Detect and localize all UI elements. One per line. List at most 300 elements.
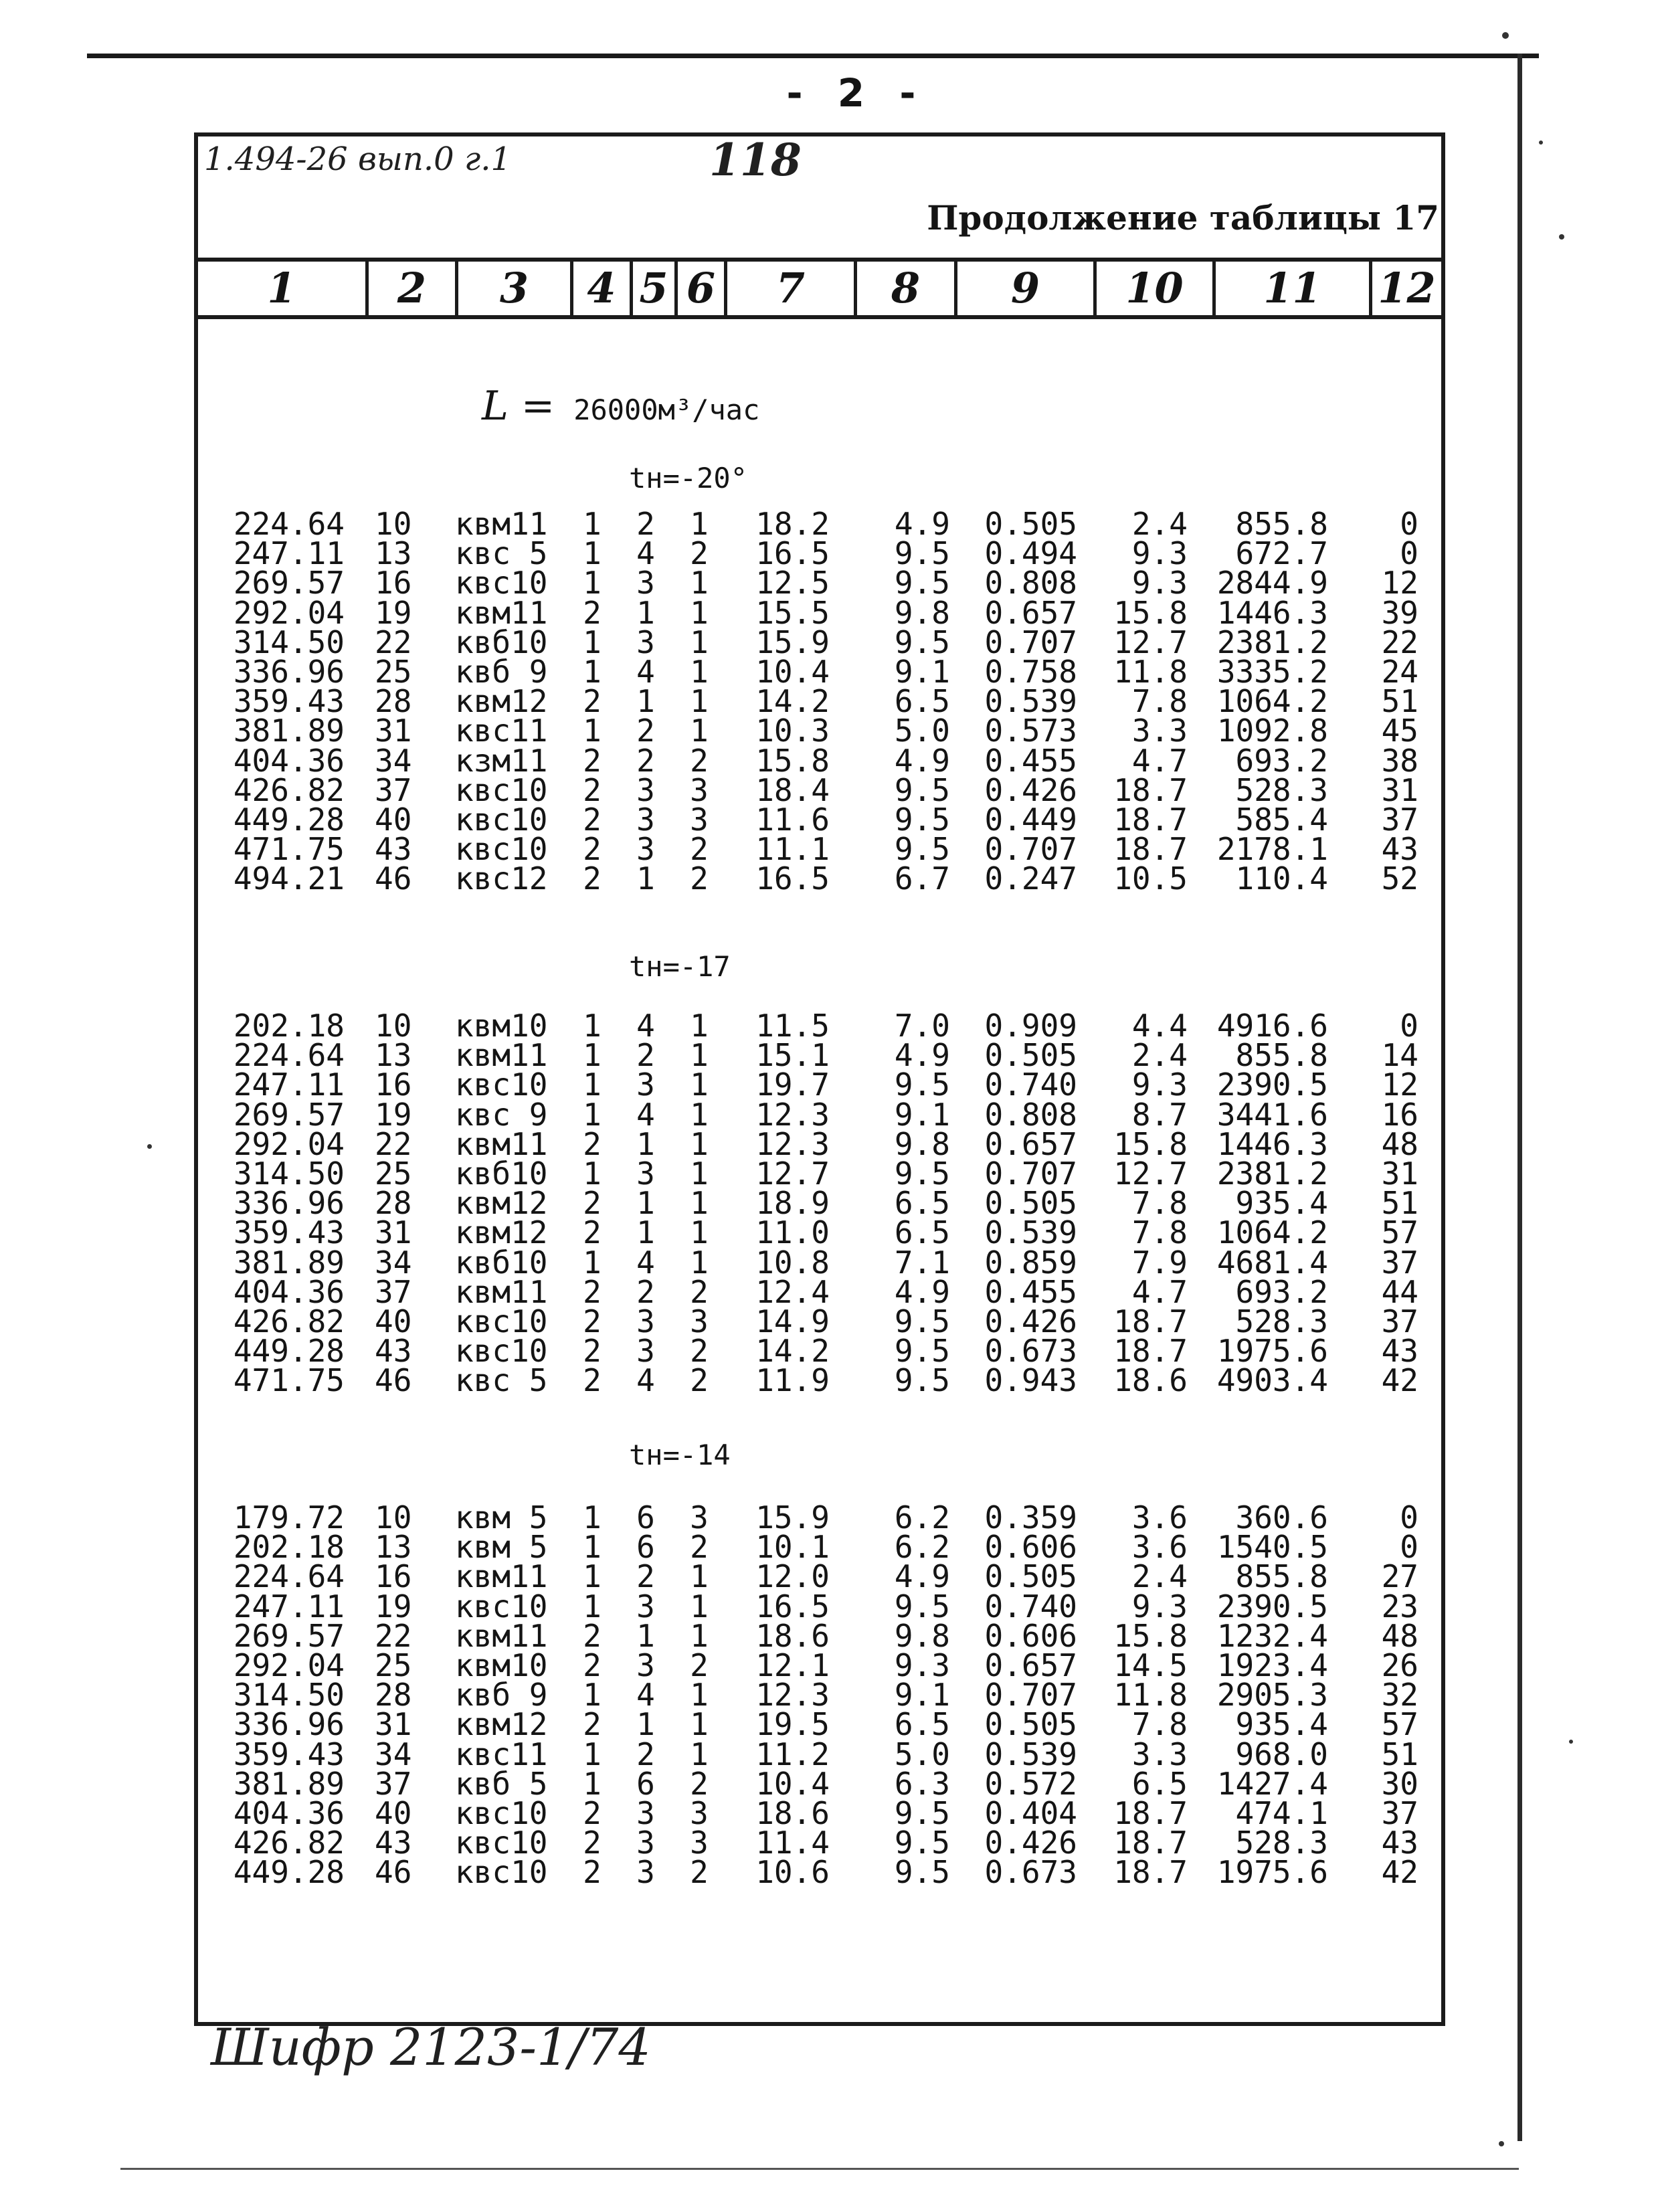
table-cell: 1 xyxy=(690,1037,709,1074)
table-cell: 449.28 xyxy=(233,1333,345,1370)
table-cell: 3.6 xyxy=(1131,1529,1188,1566)
table-cell: 935.4 xyxy=(1235,1706,1328,1743)
table-cell: 11.8 xyxy=(1113,1677,1188,1714)
table-cell: 0.859 xyxy=(984,1244,1077,1281)
table-cell: 10 xyxy=(375,1499,412,1536)
table-cell: 16.5 xyxy=(755,535,830,572)
table-cell: 15.9 xyxy=(755,624,830,660)
table-cell: 7.8 xyxy=(1131,683,1188,720)
table-cell: 14.9 xyxy=(755,1303,830,1340)
table-cell: 1 xyxy=(690,1706,709,1743)
table-cell: квм12 xyxy=(455,683,548,720)
table-cell: 2390.5 xyxy=(1216,1588,1328,1625)
table-cell: квс10 xyxy=(455,1588,548,1625)
table-cell: 4.9 xyxy=(894,506,950,542)
table-cell: 2 xyxy=(636,742,655,779)
table-cell: 9.5 xyxy=(894,1333,950,1370)
table-cell: 4.7 xyxy=(1131,742,1188,779)
table-cell: 31 xyxy=(1381,771,1418,808)
table-cell: 12.1 xyxy=(755,1647,830,1683)
table-cell: 2 xyxy=(583,1214,602,1251)
table-cell: 11.5 xyxy=(755,1008,830,1044)
table-cell: 0.707 xyxy=(984,1677,1077,1714)
table-cell: 9.8 xyxy=(894,1125,950,1162)
table-cell: 6.3 xyxy=(894,1765,950,1802)
column-header-11: 11 xyxy=(1212,262,1369,315)
table-cell: 2905.3 xyxy=(1216,1677,1328,1714)
table-cell: 46 xyxy=(375,860,412,897)
table-cell: 45 xyxy=(1381,713,1418,749)
table-cell: 314.50 xyxy=(233,624,345,660)
table-cell: 0.808 xyxy=(984,1096,1077,1133)
table-cell: 2 xyxy=(690,1529,709,1566)
table-cell: квм 5 xyxy=(455,1529,548,1566)
table-cell: 855.8 xyxy=(1235,1037,1328,1074)
table-cell: 1 xyxy=(690,1736,709,1772)
table-cell: 31 xyxy=(375,1706,412,1743)
table-cell: 2 xyxy=(690,1362,709,1399)
table-cell: 426.82 xyxy=(233,771,345,808)
table-cell: 2 xyxy=(583,1706,602,1743)
table-cell: 11.9 xyxy=(755,1362,830,1399)
table-cell: 1 xyxy=(690,1588,709,1625)
table-cell: 336.96 xyxy=(233,654,345,690)
table-cell: квм11 xyxy=(455,594,548,631)
table-cell: 15.8 xyxy=(1113,1617,1188,1654)
table-cell: 247.11 xyxy=(233,1588,345,1625)
table-cell: 202.18 xyxy=(233,1008,345,1044)
table-cell: 314.50 xyxy=(233,1677,345,1714)
table-cell: 40 xyxy=(375,1795,412,1831)
table-cell: 381.89 xyxy=(233,713,345,749)
column-header-5: 5 xyxy=(630,262,674,315)
table-cell: 31 xyxy=(375,713,412,749)
table-cell: 3 xyxy=(636,565,655,602)
table-cell: 9.5 xyxy=(894,1854,950,1891)
table-cell: 3 xyxy=(636,771,655,808)
table-cell: 3 xyxy=(636,1647,655,1683)
table-cell: 1 xyxy=(583,1499,602,1536)
table-cell: квм11 xyxy=(455,1125,548,1162)
section-label-1: tн=-20° xyxy=(629,462,748,494)
table-cell: 1446.3 xyxy=(1216,1125,1328,1162)
column-header-9: 9 xyxy=(954,262,1093,315)
table-cell: 15.9 xyxy=(755,1499,830,1536)
table-cell: 11.2 xyxy=(755,1736,830,1772)
table-cell: 3335.2 xyxy=(1216,654,1328,690)
table-cell: 11.8 xyxy=(1113,654,1188,690)
table-cell: 15.8 xyxy=(1113,594,1188,631)
table-cell: 4.9 xyxy=(894,1273,950,1310)
table-cell: 1 xyxy=(690,1244,709,1281)
table-cell: 15.8 xyxy=(1113,1125,1188,1162)
table-cell: 3 xyxy=(690,1825,709,1861)
table-cell: 10.8 xyxy=(755,1244,830,1281)
table-cell: 2 xyxy=(690,860,709,897)
table-cell: 1064.2 xyxy=(1216,1214,1328,1251)
table-cell: квм 5 xyxy=(455,1499,548,1536)
table-cell: 2 xyxy=(583,1125,602,1162)
table-cell: 314.50 xyxy=(233,1156,345,1192)
table-cell: 11.1 xyxy=(755,831,830,868)
table-cell: 0.657 xyxy=(984,1647,1077,1683)
table-cell: квб 9 xyxy=(455,654,548,690)
table-cell: 3 xyxy=(690,802,709,838)
table-cell: 855.8 xyxy=(1235,1558,1328,1595)
table-cell: 2 xyxy=(583,802,602,838)
table-cell: 2 xyxy=(583,594,602,631)
table-cell: 2178.1 xyxy=(1216,831,1328,868)
table-cell: 37 xyxy=(1381,1795,1418,1831)
table-cell: 43 xyxy=(375,1333,412,1370)
table-cell: 3 xyxy=(636,624,655,660)
table-cell: 32 xyxy=(1381,1677,1418,1714)
table-cell: 34 xyxy=(375,1244,412,1281)
table-cell: 2 xyxy=(636,506,655,542)
table-cell: 7.8 xyxy=(1131,1706,1188,1743)
flow-rate-value: 26000м³/час xyxy=(573,393,760,426)
table-cell: квм10 xyxy=(455,1647,548,1683)
table-cell: 0 xyxy=(1400,1529,1418,1566)
bottom-edge-line xyxy=(120,2168,1519,2170)
table-cell: 0.572 xyxy=(984,1765,1077,1802)
table-cell: 471.75 xyxy=(233,831,345,868)
table-cell: 12 xyxy=(1381,565,1418,602)
table-cell: 2 xyxy=(636,1037,655,1074)
table-cell: квс10 xyxy=(455,1825,548,1861)
table-cell: 0.758 xyxy=(984,654,1077,690)
table-cell: 26 xyxy=(1381,1647,1418,1683)
table-cell: 12.3 xyxy=(755,1096,830,1133)
table-cell: 9.5 xyxy=(894,565,950,602)
table-cell: 4 xyxy=(636,535,655,572)
table-cell: 30 xyxy=(1381,1765,1418,1802)
table-cell: 1 xyxy=(583,1008,602,1044)
table-cell: 9.5 xyxy=(894,1303,950,1340)
table-cell: 4 xyxy=(636,1244,655,1281)
table-cell: 0.426 xyxy=(984,771,1077,808)
table-cell: 1 xyxy=(690,506,709,542)
table-cell: 25 xyxy=(375,1647,412,1683)
table-cell: 12.7 xyxy=(1113,1156,1188,1192)
table-cell: 16.5 xyxy=(755,1588,830,1625)
table-cell: 1 xyxy=(583,1736,602,1772)
table-cell: 224.64 xyxy=(233,506,345,542)
table-cell: 1 xyxy=(690,594,709,631)
table-cell: квс10 xyxy=(455,1333,548,1370)
table-cell: 1427.4 xyxy=(1216,1765,1328,1802)
table-cell: 13 xyxy=(375,1037,412,1074)
table-cell: 471.75 xyxy=(233,1362,345,1399)
table-cell: 6 xyxy=(636,1529,655,1566)
table-cell: 0.606 xyxy=(984,1529,1077,1566)
table-cell: 18.7 xyxy=(1113,1333,1188,1370)
table-cell: 3 xyxy=(636,1795,655,1831)
table-cell: 9.8 xyxy=(894,594,950,631)
table-cell: 1232.4 xyxy=(1216,1617,1328,1654)
table-cell: 968.0 xyxy=(1235,1736,1328,1772)
table-cell: 1923.4 xyxy=(1216,1647,1328,1683)
table-cell: 2 xyxy=(690,831,709,868)
table-cell: 449.28 xyxy=(233,1854,345,1891)
table-cell: 1975.6 xyxy=(1216,1333,1328,1370)
table-cell: 3 xyxy=(690,1499,709,1536)
table-cell: 2381.2 xyxy=(1216,624,1328,660)
table-cell: 0.707 xyxy=(984,624,1077,660)
table-cell: 23 xyxy=(1381,1588,1418,1625)
table-cell: 9.3 xyxy=(1131,1588,1188,1625)
table-cell: 18.6 xyxy=(755,1795,830,1831)
table-cell: 449.28 xyxy=(233,802,345,838)
table-cell: 2 xyxy=(690,535,709,572)
table-cell: 0.505 xyxy=(984,1706,1077,1743)
section-label-3: tн=-14 xyxy=(629,1439,731,1471)
table-cell: 2 xyxy=(583,1362,602,1399)
table-cell: 404.36 xyxy=(233,742,345,779)
table-cell: 6.5 xyxy=(894,1706,950,1743)
table-cell: 2 xyxy=(583,1825,602,1861)
table-cell: 693.2 xyxy=(1235,1273,1328,1310)
table-cell: 3 xyxy=(636,831,655,868)
table-cell: 31 xyxy=(375,1214,412,1251)
table-cell: квс10 xyxy=(455,1303,548,1340)
table-cell: 474.1 xyxy=(1235,1795,1328,1831)
table-cell: 14.2 xyxy=(755,683,830,720)
table-cell: 22 xyxy=(375,624,412,660)
table-cell: 5.0 xyxy=(894,713,950,749)
table-cell: 3.6 xyxy=(1131,1499,1188,1536)
table-cell: 269.57 xyxy=(233,565,345,602)
table-cell: 8.7 xyxy=(1131,1096,1188,1133)
table-cell: 6.5 xyxy=(1131,1765,1188,1802)
table-cell: 10.5 xyxy=(1113,860,1188,897)
table-cell: 43 xyxy=(1381,831,1418,868)
table-cell: 0.505 xyxy=(984,506,1077,542)
table-cell: квб10 xyxy=(455,624,548,660)
table-cell: 52 xyxy=(1381,860,1418,897)
table-cell: 22 xyxy=(375,1617,412,1654)
table-cell: 9.3 xyxy=(1131,1067,1188,1103)
table-cell: 0.707 xyxy=(984,831,1077,868)
scan-speck xyxy=(1499,2141,1504,2146)
table-cell: 0.404 xyxy=(984,1795,1077,1831)
table-cell: 11.0 xyxy=(755,1214,830,1251)
table-cell: 2 xyxy=(583,1303,602,1340)
table-cell: 247.11 xyxy=(233,1067,345,1103)
table-cell: 224.64 xyxy=(233,1037,345,1074)
table-cell: 2 xyxy=(583,831,602,868)
table-cell: 5.0 xyxy=(894,1736,950,1772)
table-cell: 1 xyxy=(636,683,655,720)
table-cell: 37 xyxy=(375,1765,412,1802)
scan-speck xyxy=(1502,32,1509,39)
table-cell: 1 xyxy=(636,1185,655,1222)
table-cell: 1975.6 xyxy=(1216,1854,1328,1891)
table-cell: 18.6 xyxy=(1113,1362,1188,1399)
table-cell: 19 xyxy=(375,1588,412,1625)
table-cell: 44 xyxy=(1381,1273,1418,1310)
table-cell: квм11 xyxy=(455,506,548,542)
table-cell: 7.8 xyxy=(1131,1214,1188,1251)
table-cell: 3.3 xyxy=(1131,713,1188,749)
table-cell: 359.43 xyxy=(233,1736,345,1772)
table-cell: 15.1 xyxy=(755,1037,830,1074)
table-cell: 28 xyxy=(375,683,412,720)
table-cell: 40 xyxy=(375,1303,412,1340)
table-cell: 1 xyxy=(583,565,602,602)
table-cell: 13 xyxy=(375,535,412,572)
table-cell: 1 xyxy=(583,1096,602,1133)
table-cell: 43 xyxy=(1381,1825,1418,1861)
table-cell: 1 xyxy=(690,713,709,749)
table-cell: 1 xyxy=(690,624,709,660)
table-cell: 2 xyxy=(583,771,602,808)
table-cell: 2 xyxy=(583,1273,602,1310)
table-cell: 0.740 xyxy=(984,1067,1077,1103)
table-cell: 42 xyxy=(1381,1362,1418,1399)
table-cell: 18.7 xyxy=(1113,831,1188,868)
table-cell: 9.5 xyxy=(894,1156,950,1192)
table-cell: 37 xyxy=(1381,1244,1418,1281)
table-cell: 585.4 xyxy=(1235,802,1328,838)
table-cell: 9.5 xyxy=(894,1795,950,1831)
table-cell: квм12 xyxy=(455,1706,548,1743)
table-cell: 15.8 xyxy=(755,742,830,779)
table-cell: 426.82 xyxy=(233,1825,345,1861)
table-cell: 4 xyxy=(636,1677,655,1714)
table-cell: 2 xyxy=(690,1765,709,1802)
table-cell: квм12 xyxy=(455,1214,548,1251)
table-cell: 935.4 xyxy=(1235,1185,1328,1222)
table-cell: 9.3 xyxy=(1131,565,1188,602)
table-cell: квс11 xyxy=(455,713,548,749)
table-cell: квм11 xyxy=(455,1273,548,1310)
table-cell: 0.573 xyxy=(984,713,1077,749)
table-cell: 292.04 xyxy=(233,594,345,631)
table-cell: 494.21 xyxy=(233,860,345,897)
table-cell: 4.4 xyxy=(1131,1008,1188,1044)
table-cell: 0.494 xyxy=(984,535,1077,572)
table-cell: 19 xyxy=(375,594,412,631)
table-cell: 4903.4 xyxy=(1216,1362,1328,1399)
table-cell: 3 xyxy=(636,1156,655,1192)
column-header-4: 4 xyxy=(570,262,630,315)
table-cell: 4.7 xyxy=(1131,1273,1188,1310)
table-cell: 0.426 xyxy=(984,1825,1077,1861)
table-cell: 672.7 xyxy=(1235,535,1328,572)
table-cell: квм11 xyxy=(455,1558,548,1595)
table-cell: квс 9 xyxy=(455,1096,548,1133)
table-cell: 18.9 xyxy=(755,1185,830,1222)
table-cell: 0 xyxy=(1400,1008,1418,1044)
table-cell: 34 xyxy=(375,1736,412,1772)
table-cell: 1 xyxy=(636,1706,655,1743)
table-cell: 18.4 xyxy=(755,771,830,808)
table-cell: 4.9 xyxy=(894,1558,950,1595)
table-cell: квм11 xyxy=(455,1617,548,1654)
table-cell: 0.673 xyxy=(984,1333,1077,1370)
table-cell: 2 xyxy=(690,1333,709,1370)
table-cell: 2390.5 xyxy=(1216,1067,1328,1103)
table-cell: 4 xyxy=(636,1008,655,1044)
table-cell: квс10 xyxy=(455,1854,548,1891)
table-cell: 6.7 xyxy=(894,860,950,897)
table-cell: 1 xyxy=(583,535,602,572)
table-cell: 1 xyxy=(690,1677,709,1714)
table-cell: 2 xyxy=(583,742,602,779)
table-cell: 6.2 xyxy=(894,1529,950,1566)
table-cell: 18.7 xyxy=(1113,1825,1188,1861)
table-cell: 6.5 xyxy=(894,1214,950,1251)
table-cell: 12.5 xyxy=(755,565,830,602)
table-cell: 2 xyxy=(583,683,602,720)
table-cell: квм12 xyxy=(455,1185,548,1222)
table-cell: 2844.9 xyxy=(1216,565,1328,602)
table-cell: 3 xyxy=(636,1067,655,1103)
table-cell: 48 xyxy=(1381,1125,1418,1162)
page-number: - 2 - xyxy=(786,70,927,116)
table-cell: 4.9 xyxy=(894,1037,950,1074)
table-cell: 404.36 xyxy=(233,1273,345,1310)
table-cell: 1 xyxy=(583,1037,602,1074)
table-cell: 1 xyxy=(583,1529,602,1566)
table-cell: 1 xyxy=(690,683,709,720)
table-cell: 360.6 xyxy=(1235,1499,1328,1536)
section-label-2: tн=-17 xyxy=(629,950,731,983)
column-header-6: 6 xyxy=(674,262,724,315)
table-cell: 1 xyxy=(583,506,602,542)
table-cell: квб10 xyxy=(455,1244,548,1281)
table-cell: квм11 xyxy=(455,1037,548,1074)
table-cell: 855.8 xyxy=(1235,506,1328,542)
table-cell: квс 5 xyxy=(455,535,548,572)
table-cell: 381.89 xyxy=(233,1765,345,1802)
table-cell: 4 xyxy=(636,1096,655,1133)
table-cell: 11.4 xyxy=(755,1825,830,1861)
table-cell: 269.57 xyxy=(233,1617,345,1654)
column-header-7: 7 xyxy=(724,262,854,315)
table-cell: 2 xyxy=(636,1273,655,1310)
table-cell: 528.3 xyxy=(1235,1303,1328,1340)
table-cell: 6 xyxy=(636,1765,655,1802)
column-header-3: 3 xyxy=(455,262,570,315)
table-cell: 2 xyxy=(583,1647,602,1683)
table-cell: 1 xyxy=(690,654,709,690)
table-cell: 1 xyxy=(636,1617,655,1654)
table-cell: 37 xyxy=(375,1273,412,1310)
table-cell: 3 xyxy=(636,1854,655,1891)
handwritten-doc-reference: 1.494-26 вып.0 г.1 xyxy=(204,141,512,178)
table-cell: 3441.6 xyxy=(1216,1096,1328,1133)
table-cell: 0.247 xyxy=(984,860,1077,897)
table-cell: 16 xyxy=(375,565,412,602)
table-cell: 1 xyxy=(690,1096,709,1133)
table-cell: 0.657 xyxy=(984,1125,1077,1162)
table-cell: 16 xyxy=(375,1558,412,1595)
table-cell: 18.7 xyxy=(1113,802,1188,838)
table-cell: 426.82 xyxy=(233,1303,345,1340)
table-cell: 3 xyxy=(690,1303,709,1340)
table-cell: 1 xyxy=(583,1558,602,1595)
table-cell: 0.505 xyxy=(984,1037,1077,1074)
table-cell: 2.4 xyxy=(1131,1558,1188,1595)
table-cell: 9.8 xyxy=(894,1617,950,1654)
table-cell: 693.2 xyxy=(1235,742,1328,779)
table-cell: 2.4 xyxy=(1131,506,1188,542)
table-cell: 9.1 xyxy=(894,1096,950,1133)
table-cell: 404.36 xyxy=(233,1795,345,1831)
table-cell: 9.3 xyxy=(894,1647,950,1683)
